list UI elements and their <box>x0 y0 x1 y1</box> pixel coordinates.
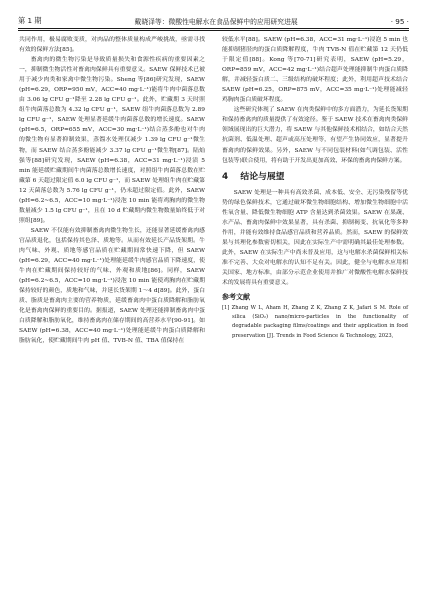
paragraph: 畜禽肉的微生物污染是导致质量损失和食源性疾病的重要因素之一，抑制微生物活性对畜禽肉保鲜具有重要意义。SAEW 保鲜技术已被用于减少肉类和家禽中微生物污染。Sheng 等[86]研究发现，SAEW (pH=6.29，ORP=950 mV，ACC=40 mg·L⁻¹)能将牛肉中菌落总数由 3.06 lg CFU g⁻¹降至 2.28 lg CFU g⁻¹。此外，贮藏期 3 天时照组牛肉菌落总数为 4.32 lg CFU g⁻¹，SAEW 组牛肉菌落总数为 2.89 lg CFU g⁻¹，SAEW 处理显著延缓牛肉菌落总数的增长速度。SAEW (pH=6.5，ORP=655 mV，ACC=30 mg·L⁻¹)结合蒸多酚也对牛肉的微生物有显著抑制效果，蒸馏水处理仅减少 1.39 lg CFU g⁻¹微生物，而 SAEW 结合蒸多酚能减少 3.37 lg CFU g⁻¹微生物[87]。陆灿强等[88]研究发现，SAEW (pH=6.38，ACC=31 mg·L⁻¹)浸渍 5 min 能延缓贮藏期间牛肉菌落总数增长速度，对照组牛肉菌落总数在贮藏第 6 天超过限定值 6.0 lg CFU g⁻¹，而 SAEW 处理组牛肉在贮藏第 12 天菌落总数为 5.76 lg CFU g⁻¹，仍未超过限定值。此外，SAEW (pH=6.2~6.5，ACC=10 mg·L⁻¹)浸泡 10 min 能将鸡胸肉的微生物数量减少 1.5 lg CFU g⁻¹，且在 10 d 贮藏期内微生物数量始终低于对照组[89]。 <box>19 57 205 224</box>
paragraph: 较低水平[88]。SAEW (pH=6.38，ACC=31 mg·L⁻¹)浸泡 5 min 也能抑制猪胫肉的蛋白质降解程度，牛肉 TVB-N 值在贮藏第 12 天仍低于限定值[88]。Kong 等[70-71]研究表明，SAEW (pH=5.29，ORP=859 mV，ACC=42 mg·L⁻¹)结合超声处理能抑制牛肉蛋白质降解，并减轻蛋白质二、三级结构的破坏程度；此外，利用超声技术结合 SAEW (pH=6.25，ORP=875 mV，ACC=35 mg·L⁻¹)处理能减轻鸡胸肉蛋白质破坏程度。 <box>222 37 408 104</box>
paragraph: 共同作用，极易腐败变质，对肉品的整体质量构成严峻挑战，亟需寻找有效的保鲜方法[85]。 <box>19 37 205 54</box>
section-number: 4 <box>222 171 229 182</box>
section-heading <box>222 170 408 185</box>
section-title: 结论与展望 <box>240 171 285 182</box>
references-heading: 参考文献 <box>222 293 250 302</box>
page-number: · 95 · <box>390 17 409 26</box>
paragraph: SAEW 不仅能有效抑制畜禽肉微生物生长，还能显著延缓畜禽肉感官品质退化，包括保持其色泽、质地等。从而有效延长产品货架期。牛肉气味、外观、质地等感官品质在贮藏期间常快速下降，但 SAEW (pH=6.29，ACC=40 mg·L⁻¹)处理能延缓牛肉感官品质下降速度，使牛肉在贮藏期间保持较好的气味、外观和质地[86]。同样，SAEW (pH=6.2~6.5，ACC=10 mg·L⁻¹)浸泡 10 min 能使鸡胸肉在贮藏期保持较好的颜色，质地和气味，并延长货架期 1～4 d[89]。此外，蛋白质、脂质是畜禽肉主要的营养物质，延缓畜禽肉中蛋白质降解和脂肪氧化是畜禽肉保鲜的重要目的。据报道，SAEW 处理还能抑制畜禽肉中蛋白质降解和脂肪氧化，维持畜禽肉在储存期间的高营养水平[90-91]。如 SAEW (pH=6.38，ACC=40 mg·L⁻¹)处理能延缓牛肉蛋白质降解和脂肪氧化，使贮藏期间牛肉 pH 值、TVB-N 值、TBA 值保持在 <box>19 227 205 345</box>
right-column <box>222 35 408 341</box>
header-rule-thin <box>18 30 409 31</box>
paragraph: SAEW 处理是一种具有高效杀菌、成本低、安全、无污染残留等优势的绿色保鲜技术，它通过破坏微生物细胞结构、增加微生物细胞中活性氧含量、降低微生物细胞 ATP 含量达到杀菌效果。SAEW 在果蔬、水产品、畜禽肉保鲜中效果显著，具有杀菌、抑制褐变、抗氧化等多种作用，并能有效维持食品感官品质和营养品质。然而，SAEW 的保鲜效果与其理化参数密切相关，因此在实际生产中需明确其最佳处理参数。此外，SAEW 在实际生产中尚未普及应用，这与电解水杀菌保鲜相关标准不完善、大众对电解水的认知不足有关。因此，健全与电解水应用相关国家、地方标准，由部分示范企业使用并推广对微酸性电解水保鲜技术的发展将具有重要意义。 <box>222 189 408 287</box>
header-rule-thick <box>18 28 409 29</box>
paragraph: 这些研究体现了 SAEW 在肉类保鲜中的多方面潜力，为延长货架期和保持畜禽肉的质量提供了有效途径。鉴于 SAEW 技术在畜禽肉类保鲜领域展现出的巨大潜力，将 SAEW 与其他保鲜技术相结合，如结合天然抗菌剂、低温处理、超声或高压处理等，有望产生协同效应，显著提升畜禽肉的保鲜效果。另外，SAEW 与不同包装材料(如气调包装、活性包装等)联合使用，将有助于开发出更加高效、环保的畜禽肉保鲜方案。 <box>222 107 408 164</box>
issue-label: 第 1 期 <box>18 16 42 25</box>
reference-item: [1] Zhang W L, Aham H, Zhang Z K, Zhang Z K, Jafari S M. Role of silica (SiO₂) nano/micro-particles in the functionality of degradable packaging films/coatings and their application in food preservation [J]. Trends in Food Science & Technology, 2023, <box>222 305 408 339</box>
running-title: 戴晓泽等：微酸性电解水在食品保鲜中的应用研究进展 <box>134 18 298 26</box>
running-header <box>18 10 409 28</box>
left-column <box>19 35 205 346</box>
